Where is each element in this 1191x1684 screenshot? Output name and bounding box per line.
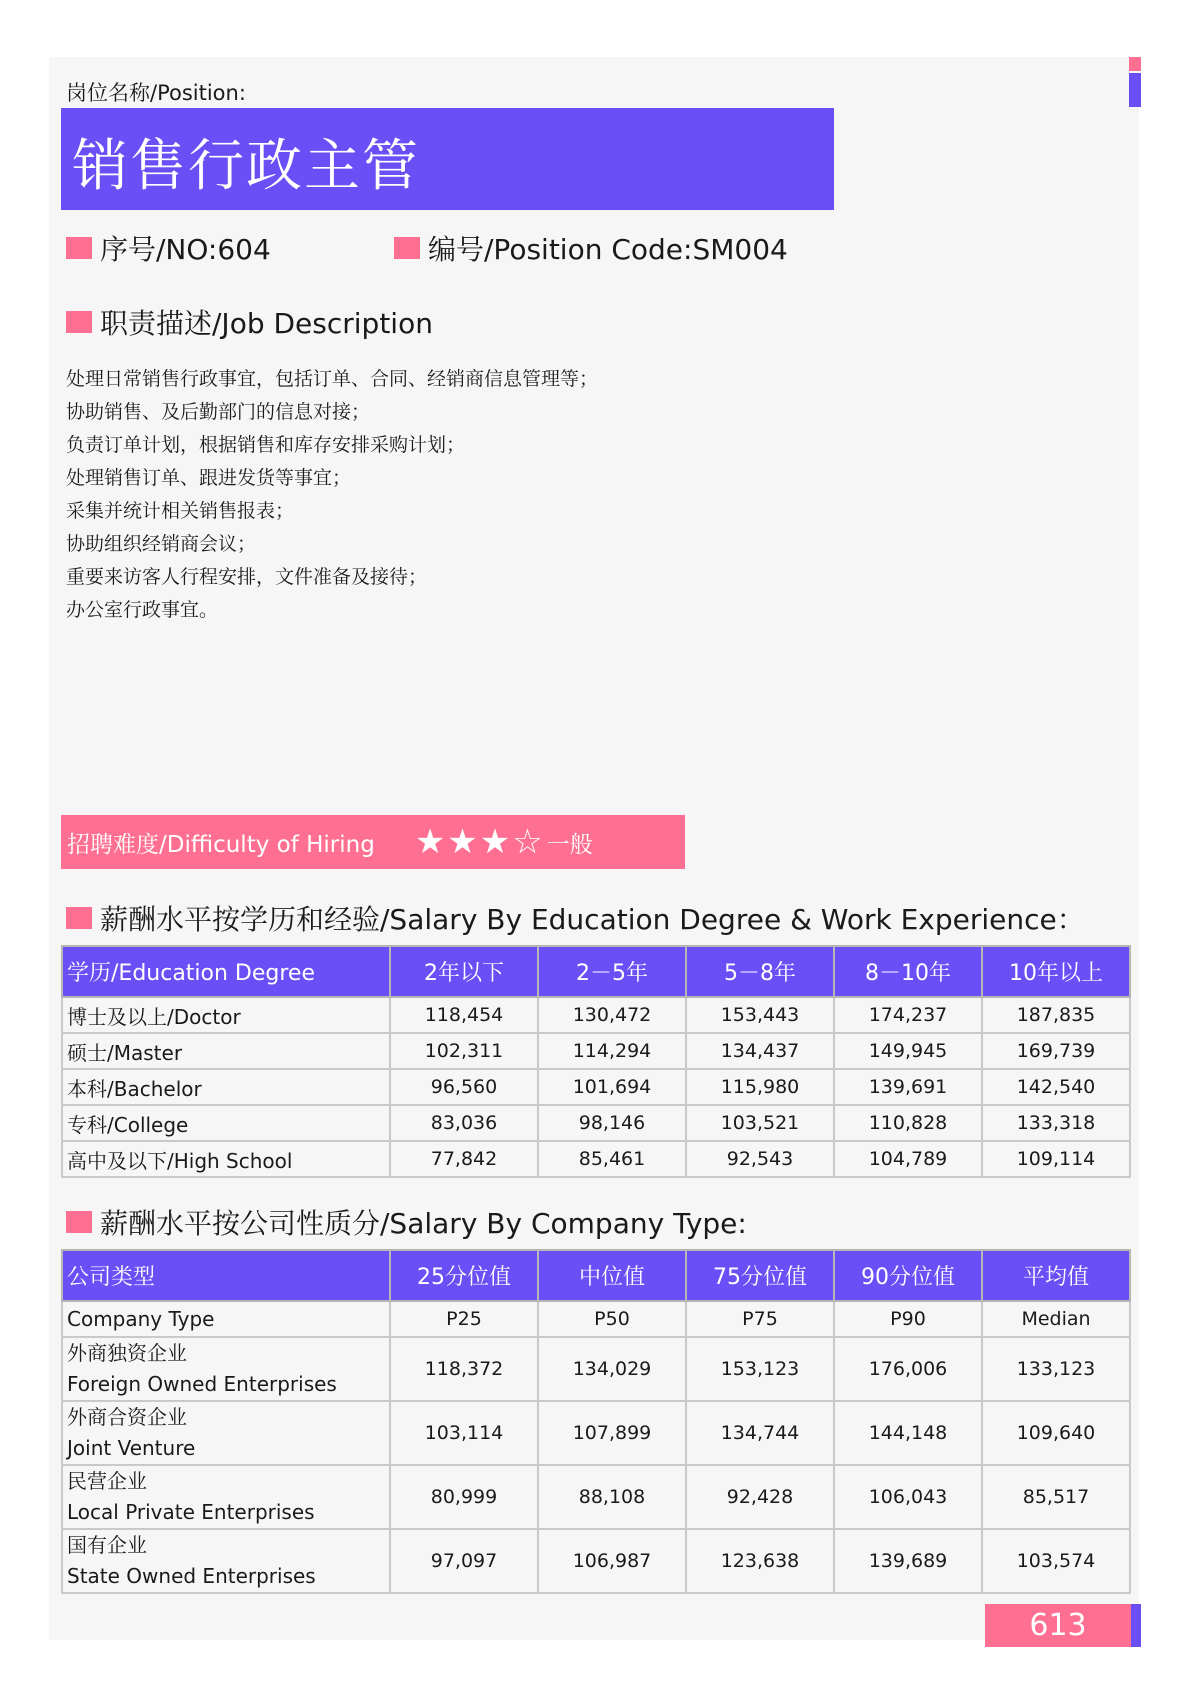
table-cell: 134,437: [686, 1033, 834, 1069]
table-cell: 133,318: [982, 1105, 1130, 1141]
table-row: [62, 1105, 1130, 1141]
row-label: 博士及以上/Doctor: [62, 997, 390, 1033]
table2-heading-row: [66, 1202, 747, 1242]
table-cell: 92,543: [686, 1141, 834, 1177]
difficulty-label: 招聘难度/Difficulty of Hiring: [67, 831, 375, 858]
table-subheader-row: [62, 1301, 1130, 1337]
description-line: 办公室行政事宜。: [66, 599, 219, 621]
table-row: [62, 1401, 1130, 1465]
star-rating-icon: ★★★☆: [414, 822, 545, 862]
table-cell: 169,739: [982, 1033, 1130, 1069]
table-cell: 149,945: [834, 1033, 982, 1069]
column-header: 75分位值: [686, 1250, 834, 1301]
row-label-en: Local Private Enterprises: [67, 1500, 315, 1524]
column-header: 中位值: [538, 1250, 686, 1301]
table-cell: 174,237: [834, 997, 982, 1033]
column-header: 公司类型: [62, 1250, 390, 1301]
page-title: 销售行政主管: [72, 134, 420, 199]
table-cell: 106,987: [538, 1529, 686, 1593]
table-cell: 109,114: [982, 1141, 1130, 1177]
table-cell: 83,036: [390, 1105, 538, 1141]
table-cell: 103,114: [390, 1401, 538, 1465]
table-cell: 96,560: [390, 1069, 538, 1105]
number-row: [66, 228, 271, 268]
column-header: 90分位值: [834, 1250, 982, 1301]
table-row: [62, 1069, 1130, 1105]
position-code: 编号/Position Code:SM004: [428, 233, 788, 266]
table-cell: 101,694: [538, 1069, 686, 1105]
row-label-cn: 民营企业: [67, 1469, 147, 1493]
description-line: 负责订单计划，根据销售和库存安排采购计划；: [66, 434, 466, 456]
position-label: 岗位名称/Position:: [66, 81, 246, 105]
position-number: 序号/NO:604: [100, 233, 271, 266]
column-header: 2－5年: [538, 946, 686, 997]
row-label: [62, 1401, 390, 1465]
table-cell: 139,689: [834, 1529, 982, 1593]
table-cell: 106,043: [834, 1465, 982, 1529]
column-header: 10年以上: [982, 946, 1130, 997]
row-label-cn: 外商独资企业: [67, 1341, 187, 1365]
table-cell: 144,148: [834, 1401, 982, 1465]
table-cell: 85,461: [538, 1141, 686, 1177]
difficulty-level: 一般: [546, 831, 593, 858]
row-label: 高中及以下/High School: [62, 1141, 390, 1177]
table-cell: 80,999: [390, 1465, 538, 1529]
subheader-cell: P75: [686, 1301, 834, 1337]
salary-by-company-table: [61, 1249, 1131, 1594]
row-label-en: State Owned Enterprises: [67, 1564, 316, 1588]
subheader-cell: P90: [834, 1301, 982, 1337]
table-cell: 103,521: [686, 1105, 834, 1141]
row-label-en: Joint Venture: [67, 1436, 196, 1460]
table-cell: 92,428: [686, 1465, 834, 1529]
description-line: 协助销售、及后勤部门的信息对接；: [66, 401, 371, 423]
subheader-cell: P50: [538, 1301, 686, 1337]
table-cell: 130,472: [538, 997, 686, 1033]
table-cell: 118,372: [390, 1337, 538, 1401]
table-cell: 176,006: [834, 1337, 982, 1401]
page-number: 613: [985, 1604, 1131, 1647]
row-label-cn: 国有企业: [67, 1533, 147, 1557]
subheader-cell: P25: [390, 1301, 538, 1337]
table-row: [62, 997, 1130, 1033]
table-cell: 102,311: [390, 1033, 538, 1069]
table-cell: 107,899: [538, 1401, 686, 1465]
page-number-accent: [1131, 1604, 1141, 1647]
description-line: 处理日常销售行政事宜，包括订单、合同、经销商信息管理等；: [66, 368, 599, 390]
table-cell: 104,789: [834, 1141, 982, 1177]
table-row: [62, 1465, 1130, 1529]
row-label-cn: 外商合资企业: [67, 1405, 187, 1429]
table-row: [62, 1337, 1130, 1401]
table-cell: 103,574: [982, 1529, 1130, 1593]
table-header-row: [62, 946, 1130, 997]
table-cell: 114,294: [538, 1033, 686, 1069]
bullet-square-icon: [394, 237, 420, 259]
code-row: [394, 228, 788, 268]
table1-heading-row: [66, 898, 1085, 938]
column-header: 8－10年: [834, 946, 982, 997]
subheader-cell: Company Type: [62, 1301, 390, 1337]
table-cell: 134,029: [538, 1337, 686, 1401]
table2-heading: 薪酬水平按公司性质分/Salary By Company Type:: [100, 1207, 747, 1240]
table-cell: 118,454: [390, 997, 538, 1033]
table-cell: 123,638: [686, 1529, 834, 1593]
row-label: 专科/College: [62, 1105, 390, 1141]
row-label: [62, 1337, 390, 1401]
table-cell: 85,517: [982, 1465, 1130, 1529]
table-row: [62, 1529, 1130, 1593]
difficulty-banner: [61, 815, 685, 869]
column-header: 学历/Education Degree: [62, 946, 390, 997]
table-row: [62, 1033, 1130, 1069]
row-label: [62, 1529, 390, 1593]
corner-accent-purple: [1129, 73, 1141, 107]
column-header: 5－8年: [686, 946, 834, 997]
salary-by-education-table: [61, 945, 1131, 1178]
table-row: [62, 1141, 1130, 1177]
job-description: [66, 363, 598, 627]
subheader-cell: Median: [982, 1301, 1130, 1337]
bullet-square-icon: [66, 1211, 92, 1233]
table-cell: 134,744: [686, 1401, 834, 1465]
column-header: 25分位值: [390, 1250, 538, 1301]
table-cell: 142,540: [982, 1069, 1130, 1105]
description-heading: 职责描述/Job Description: [100, 307, 433, 340]
row-label: 本科/Bachelor: [62, 1069, 390, 1105]
column-header: 平均值: [982, 1250, 1130, 1301]
description-heading-row: [66, 302, 433, 342]
corner-accent-pink: [1129, 57, 1141, 71]
column-header: 2年以下: [390, 946, 538, 997]
table-cell: 110,828: [834, 1105, 982, 1141]
table-cell: 88,108: [538, 1465, 686, 1529]
row-label: 硕士/Master: [62, 1033, 390, 1069]
table-header-row: [62, 1250, 1130, 1301]
table-cell: 109,640: [982, 1401, 1130, 1465]
description-line: 协助组织经销商会议；: [66, 533, 257, 555]
bullet-square-icon: [66, 311, 92, 333]
table-cell: 115,980: [686, 1069, 834, 1105]
table-cell: 153,443: [686, 997, 834, 1033]
bullet-square-icon: [66, 907, 92, 929]
table-cell: 153,123: [686, 1337, 834, 1401]
description-line: 重要来访客人行程安排，文件准备及接待；: [66, 566, 428, 588]
table-cell: 97,097: [390, 1529, 538, 1593]
table-cell: 139,691: [834, 1069, 982, 1105]
row-label-en: Foreign Owned Enterprises: [67, 1372, 337, 1396]
description-line: 处理销售订单、跟进发货等事宜；: [66, 467, 352, 489]
table-cell: 98,146: [538, 1105, 686, 1141]
description-line: 采集并统计相关销售报表；: [66, 500, 295, 522]
row-label: [62, 1465, 390, 1529]
table-cell: 187,835: [982, 997, 1130, 1033]
table1-heading: 薪酬水平按学历和经验/Salary By Education Degree & Work Experience：: [100, 903, 1085, 936]
table-cell: 77,842: [390, 1141, 538, 1177]
bullet-square-icon: [66, 237, 92, 259]
table-cell: 133,123: [982, 1337, 1130, 1401]
